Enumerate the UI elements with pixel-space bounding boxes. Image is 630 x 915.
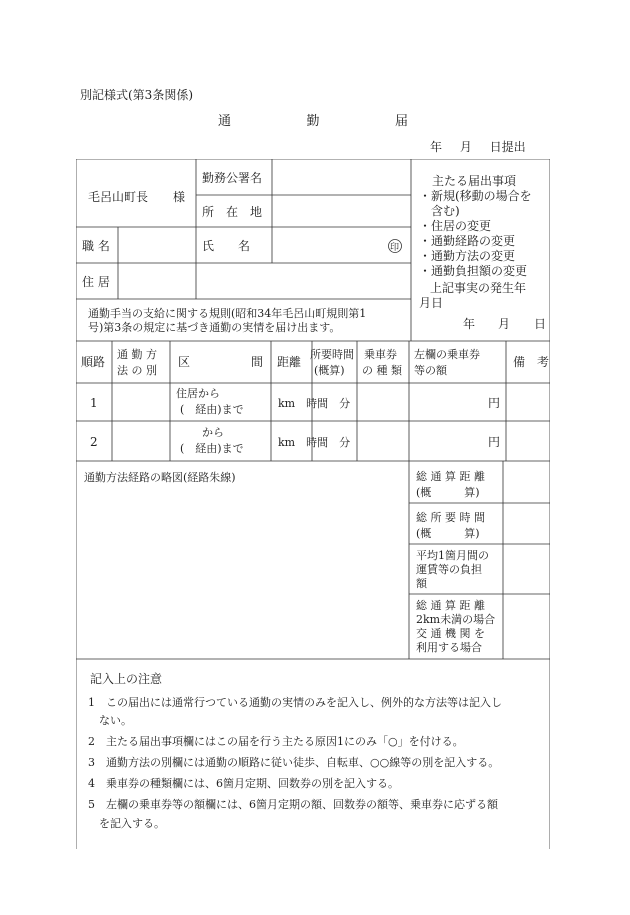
addressee-name: 毛呂山町長 <box>88 190 149 204</box>
occurrence-label: 月日 <box>419 296 444 310</box>
summary-label: 総 通 算 距 離 <box>416 599 485 612</box>
addressee-honorific: 様 <box>173 190 186 204</box>
header-fare: 左欄の乗車券 <box>414 348 480 361</box>
summary-label: 総 通 算 距 離 <box>416 470 485 483</box>
header-fare: 等の額 <box>414 364 447 377</box>
position-label: 職 名 <box>82 239 110 253</box>
header-order: 順路 <box>81 355 106 369</box>
declaration-text: 通勤手当の支給に関する規則(昭和34年毛呂山町規則第1 <box>88 307 367 320</box>
note-line: 1 この届出には通常行つている通勤の実情のみを記入し、例外的な方法等は記入し <box>88 696 502 709</box>
summary-label: (概 算) <box>416 486 480 499</box>
summary-label: (概 算) <box>416 527 480 540</box>
note-line: 3 通勤方法の別欄には通勤の順路に従い徒歩、自転車、○○線等の別を記入する。 <box>88 756 500 769</box>
reason-item: 含む) <box>419 204 460 218</box>
occurrence-month: 月 <box>498 317 511 331</box>
header-time: 所要時間 <box>310 348 354 361</box>
route-map-label: 通勤方法経路の略図(経路朱線) <box>84 471 236 484</box>
summary-label: 利用する場合 <box>416 641 482 654</box>
form-label: 別記様式(第3条関係) <box>80 88 193 102</box>
note-line: 4 乗車券の種類欄には、6箇月定期、回数券の別を記入する。 <box>88 777 399 790</box>
row-order: 2 <box>90 435 98 449</box>
row-via: ( 経由)まで <box>180 403 244 416</box>
row-yen: 円 <box>488 435 501 449</box>
title-char: 通 <box>218 114 232 129</box>
reason-item: ・新規(移動の場合を <box>419 189 532 203</box>
summary-label: 交 通 機 関 を <box>416 627 485 640</box>
row-order: 1 <box>90 396 98 410</box>
reason-item: ・通勤経路の変更 <box>419 234 516 248</box>
row-units: km 時間 分 <box>278 397 351 410</box>
location-label: 所 在 地 <box>202 205 263 219</box>
occurrence-day: 日 <box>534 317 547 331</box>
address-label: 住 居 <box>82 275 110 289</box>
commute-form-table <box>76 159 550 849</box>
occurrence-year: 年 <box>463 317 476 331</box>
row-from: から <box>202 426 224 439</box>
reason-item: ・通勤負担額の変更 <box>419 264 528 278</box>
occurrence-label: 上記事実の発生年 <box>430 281 527 295</box>
summary-label: 平均1箇月間の <box>416 549 489 562</box>
note-line: 2 主たる届出事項欄にはこの届を行う主たる原因1にのみ「○」を付ける。 <box>88 735 464 748</box>
row-via: ( 経由)まで <box>180 442 244 455</box>
header-section: 間 <box>251 355 264 369</box>
seal-label: 印 <box>390 243 400 253</box>
note-line: ない。 <box>88 714 132 727</box>
note-line: を記入する。 <box>88 817 165 830</box>
submission-date: 年 月 日提出 <box>430 140 526 154</box>
reason-item: ・通勤方法の変更 <box>419 249 516 263</box>
header-remarks: 備 考 <box>513 355 550 369</box>
header-distance: 距離 <box>277 355 302 369</box>
note-line: 5 左欄の乗車券等の額欄には、6箇月定期の額、回数券の額等、乗車券に応ずる額 <box>88 798 498 811</box>
notes-heading: 記入上の注意 <box>90 672 163 686</box>
header-ticket: の 種 類 <box>362 364 402 377</box>
row-yen: 円 <box>488 396 501 410</box>
title-char: 勤 <box>306 114 320 129</box>
summary-label: 2km未満の場合 <box>416 613 496 626</box>
header-time: (概算) <box>314 364 345 377</box>
summary-label: 総 所 要 時 間 <box>416 511 485 524</box>
summary-label: 運賃等の負担 <box>416 563 482 576</box>
declaration-text: 号)第3条の規定に基づき通勤の実情を届け出ます。 <box>88 321 341 334</box>
reasons-heading: 主たる届出事項 <box>432 174 517 188</box>
row-from: 住居から <box>176 387 220 400</box>
header-method: 通 勤 方 <box>117 348 157 361</box>
header-section: 区 <box>178 355 191 369</box>
office-label: 勤務公署名 <box>202 171 263 185</box>
summary-label: 額 <box>416 577 427 590</box>
document-title <box>218 110 408 129</box>
header-method: 法 の 別 <box>117 364 157 377</box>
title-char: 届 <box>394 114 408 129</box>
reason-item: ・住居の変更 <box>419 219 492 233</box>
name-label: 氏 名 <box>202 239 251 253</box>
header-ticket: 乗車券 <box>364 348 397 361</box>
row-units: km 時間 分 <box>278 436 351 449</box>
